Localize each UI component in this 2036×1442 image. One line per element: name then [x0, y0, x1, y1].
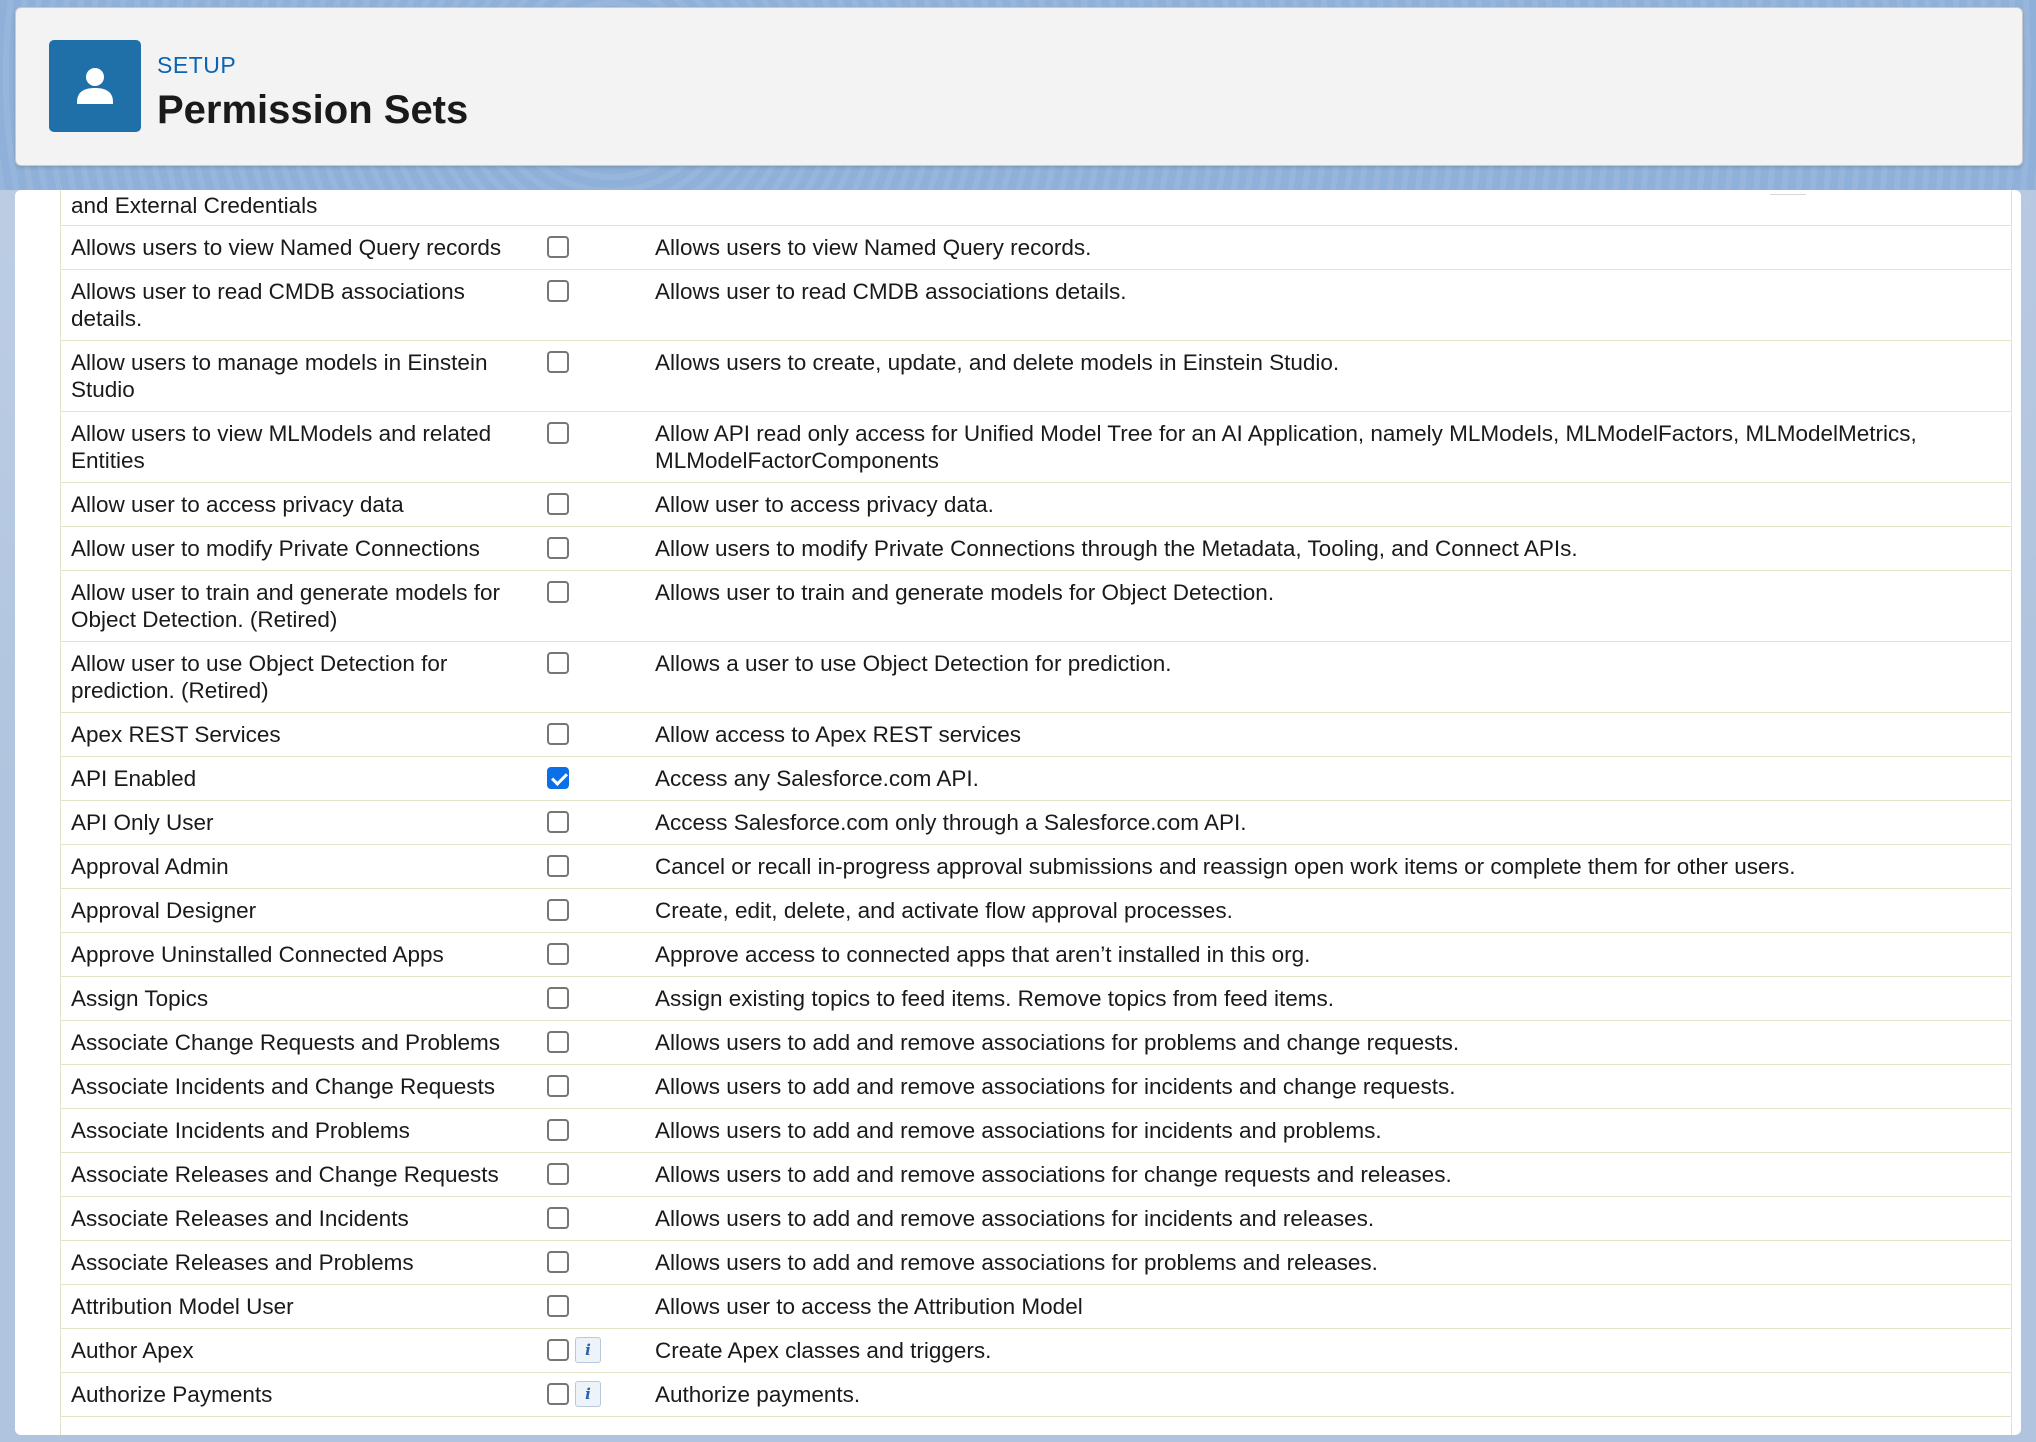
- permission-checkbox-cell: [533, 1197, 633, 1241]
- permission-checkbox-cell: [533, 190, 633, 226]
- permission-checkbox[interactable]: [547, 581, 569, 603]
- permission-name: Allow user to modify Private Connections: [61, 527, 533, 571]
- permission-description: Allows users to add and remove associations for incidents and problems.: [633, 1109, 2011, 1153]
- permission-name: Author Apex: [61, 1329, 533, 1373]
- permission-row: [61, 1241, 2011, 1285]
- page-header: [15, 7, 2023, 166]
- page-title: Permission Sets: [157, 88, 469, 132]
- permission-checkbox-cell: [533, 270, 633, 341]
- permission-row: [61, 1329, 2011, 1373]
- permission-name: Authorize Payments: [61, 1373, 533, 1417]
- permission-checkbox-cell: [533, 642, 633, 713]
- permission-checkbox[interactable]: [547, 723, 569, 745]
- permission-checkbox[interactable]: [547, 236, 569, 258]
- permission-checkbox-cell: [533, 801, 633, 845]
- permission-checkbox[interactable]: [547, 987, 569, 1009]
- permission-checkbox[interactable]: [547, 855, 569, 877]
- permission-name: Associate Incidents and Change Requests: [61, 1065, 533, 1109]
- permission-row: [61, 571, 2011, 642]
- permission-name: Apex REST Services: [61, 713, 533, 757]
- permission-row: [61, 1109, 2011, 1153]
- permission-name: Allow user to access privacy data: [61, 483, 533, 527]
- permission-checkbox-cell: [533, 1021, 633, 1065]
- permission-checkbox[interactable]: [547, 811, 569, 833]
- permission-row: [61, 1153, 2011, 1197]
- permission-row: [61, 1065, 2011, 1109]
- permission-row: [61, 801, 2011, 845]
- permission-checkbox[interactable]: [547, 422, 569, 444]
- permission-row: [61, 412, 2011, 483]
- permission-row: [61, 757, 2011, 801]
- permission-name: Assign Topics: [61, 977, 533, 1021]
- permission-description: Allows a user to use Object Detection for prediction.: [633, 642, 2011, 713]
- permission-checkbox-cell: [533, 1109, 633, 1153]
- permission-description: Cancel or recall in-progress approval submissions and reassign open work items or complete them for other users.: [633, 845, 2011, 889]
- permission-row: [61, 1021, 2011, 1065]
- permission-description: Allow users to modify Private Connections through the Metadata, Tooling, and Connect APIs.: [633, 527, 2011, 571]
- permission-name: Allow users to manage models in Einstein Studio: [61, 341, 533, 412]
- permission-sets-icon: [49, 40, 141, 132]
- permission-description: Allows users to add and remove associations for change requests and releases.: [633, 1153, 2011, 1197]
- content-panel: [15, 190, 2021, 1435]
- permission-row: [61, 713, 2011, 757]
- permission-row: [61, 1373, 2011, 1417]
- permission-row: [61, 1285, 2011, 1329]
- permission-checkbox[interactable]: [547, 280, 569, 302]
- permission-name: Associate Change Requests and Problems: [61, 1021, 533, 1065]
- permission-name: API Enabled: [61, 757, 533, 801]
- permission-row: [61, 270, 2011, 341]
- permission-description: Allow access to Apex REST services: [633, 713, 2011, 757]
- permission-checkbox[interactable]: [547, 1295, 569, 1317]
- permission-description: Allows users to add and remove associations for incidents and change requests.: [633, 1065, 2011, 1109]
- permission-description: Allows users to add and remove associations for incidents and releases.: [633, 1197, 2011, 1241]
- permission-checkbox-cell: [533, 977, 633, 1021]
- permission-checkbox-cell: [533, 889, 633, 933]
- permission-name: Associate Releases and Incidents: [61, 1197, 533, 1241]
- permission-description: Allows users to view Named Query records.: [633, 226, 2011, 270]
- permission-name: Attribution Model User: [61, 1285, 533, 1329]
- permission-name: Allows user to read CMDB associations details.: [61, 270, 533, 341]
- permission-checkbox-cell: [533, 571, 633, 642]
- permissions-table: [61, 190, 2011, 1417]
- permission-checkbox-cell: [533, 527, 633, 571]
- permission-checkbox-cell: [533, 1329, 633, 1373]
- permission-name: Approve Uninstalled Connected Apps: [61, 933, 533, 977]
- permission-row: [61, 889, 2011, 933]
- permission-row: [61, 933, 2011, 977]
- permission-description: Allows user to access the Attribution Model: [633, 1285, 2011, 1329]
- permission-description: Approve access to connected apps that aren’t installed in this org.: [633, 933, 2011, 977]
- permission-row: [61, 845, 2011, 889]
- permission-description: Allow API read only access for Unified Model Tree for an AI Application, namely MLModels, MLModelFactors, MLModelMetrics, MLModelFactorComponents: [633, 412, 2011, 483]
- permission-checkbox[interactable]: [547, 1075, 569, 1097]
- permission-row: [61, 977, 2011, 1021]
- permission-checkbox-cell: [533, 1241, 633, 1285]
- permission-checkbox-cell: [533, 757, 633, 801]
- permission-name: and External Credentials: [61, 190, 533, 226]
- permission-description: Allows user to train and generate models for Object Detection.: [633, 571, 2011, 642]
- permission-name: Associate Releases and Change Requests: [61, 1153, 533, 1197]
- permission-description: Authorize payments.: [633, 1373, 2011, 1417]
- permission-checkbox[interactable]: [547, 351, 569, 373]
- permission-checkbox-cell: [533, 1153, 633, 1197]
- permission-name: Allows users to view Named Query records: [61, 226, 533, 270]
- permission-checkbox-cell: [533, 1065, 633, 1109]
- permission-checkbox-cell: [533, 933, 633, 977]
- permission-checkbox[interactable]: [547, 1383, 569, 1405]
- permission-row: [61, 642, 2011, 713]
- permission-description: Allows user to read CMDB associations details.: [633, 270, 2011, 341]
- permission-name: Allow user to train and generate models for Object Detection. (Retired): [61, 571, 533, 642]
- permission-checkbox-cell: [533, 412, 633, 483]
- permission-row: [61, 226, 2011, 270]
- permission-description: Create, edit, delete, and activate flow approval processes.: [633, 889, 2011, 933]
- permission-checkbox[interactable]: [547, 943, 569, 965]
- permission-description: Access Salesforce.com only through a Salesforce.com API.: [633, 801, 2011, 845]
- permission-checkbox[interactable]: [547, 1207, 569, 1229]
- permission-description: Assign existing topics to feed items. Remove topics from feed items.: [633, 977, 2011, 1021]
- permission-name: API Only User: [61, 801, 533, 845]
- permission-checkbox[interactable]: [547, 493, 569, 515]
- permission-name: Associate Releases and Problems: [61, 1241, 533, 1285]
- header-eyebrow: SETUP: [157, 52, 237, 78]
- permission-checkbox-cell: [533, 483, 633, 527]
- permission-checkbox[interactable]: [547, 537, 569, 559]
- permission-row: [61, 527, 2011, 571]
- permission-name: Allow user to use Object Detection for prediction. (Retired): [61, 642, 533, 713]
- permission-checkbox-cell: [533, 1285, 633, 1329]
- permission-description: Allow user to access privacy data.: [633, 483, 2011, 527]
- user-icon: [73, 64, 117, 108]
- permission-description: Allows users to create, update, and delete models in Einstein Studio.: [633, 341, 2011, 412]
- permission-checkbox-cell: [533, 845, 633, 889]
- permission-name: Approval Admin: [61, 845, 533, 889]
- permission-row: [61, 190, 2011, 226]
- permission-checkbox-cell: [533, 1373, 633, 1417]
- permission-description: Access any Salesforce.com API.: [633, 757, 2011, 801]
- info-icon[interactable]: i: [575, 1337, 601, 1363]
- permission-description: [633, 190, 2011, 226]
- permission-row: [61, 341, 2011, 412]
- permission-row: [61, 1197, 2011, 1241]
- permission-description: Create Apex classes and triggers.: [633, 1329, 2011, 1373]
- permission-checkbox[interactable]: [547, 1251, 569, 1273]
- permission-checkbox[interactable]: [547, 652, 569, 674]
- permission-checkbox[interactable]: [547, 1119, 569, 1141]
- permission-description: Allows users to add and remove associations for problems and change requests.: [633, 1021, 2011, 1065]
- permission-checkbox[interactable]: [547, 1031, 569, 1053]
- permission-checkbox-cell: [533, 226, 633, 270]
- permission-description: Allows users to add and remove associations for problems and releases.: [633, 1241, 2011, 1285]
- permission-checkbox-cell: [533, 341, 633, 412]
- permissions-table-container[interactable]: [60, 190, 2012, 1435]
- permission-checkbox[interactable]: [547, 899, 569, 921]
- permission-name: Approval Designer: [61, 889, 533, 933]
- permission-name: Allow users to view MLModels and related Entities: [61, 412, 533, 483]
- permission-checkbox[interactable]: [547, 1339, 569, 1361]
- permission-name: Associate Incidents and Problems: [61, 1109, 533, 1153]
- permission-row: [61, 483, 2011, 527]
- permission-checkbox[interactable]: [547, 1163, 569, 1185]
- permission-checkbox[interactable]: [547, 767, 569, 789]
- permission-checkbox-cell: [533, 713, 633, 757]
- info-icon[interactable]: i: [575, 1381, 601, 1407]
